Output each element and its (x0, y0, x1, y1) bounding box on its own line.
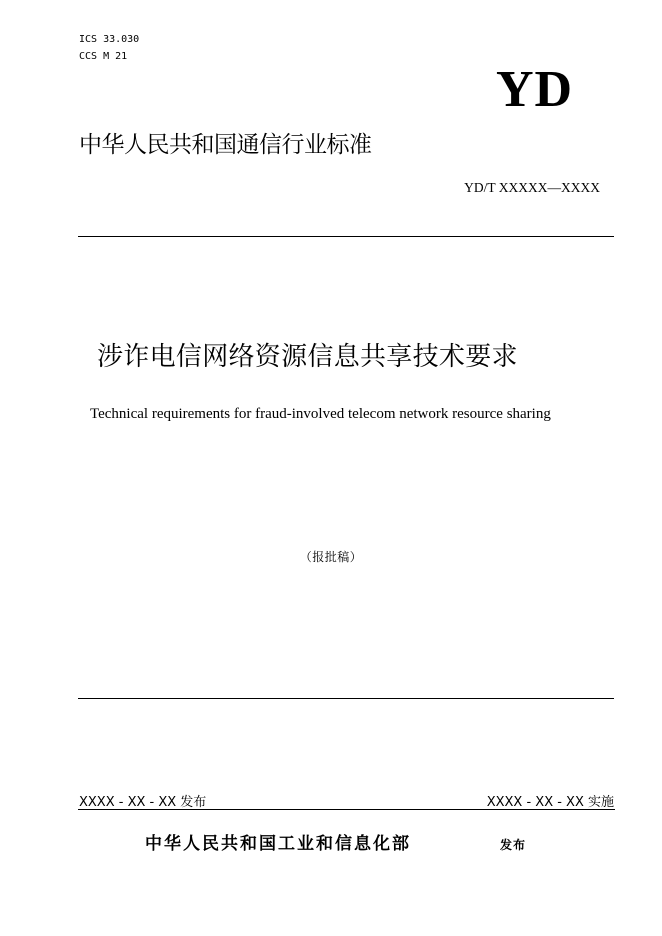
draft-status: （报批稿） (299, 550, 363, 564)
issuer-name: 中华人民共和国工业和信息化部 (145, 834, 411, 854)
document-title-chinese: 涉诈电信网络资源信息共享技术要求 (97, 342, 518, 372)
ics-code: ICS 33.030 (79, 34, 140, 45)
document-title-english: Technical requirements for fraud-involved telecom network resource sharing (90, 406, 551, 422)
industry-standard-title: 中华人民共和国通信行业标准 (79, 132, 372, 158)
ccs-code: CCS M 21 (79, 51, 128, 62)
yd-logo: YD (496, 61, 574, 118)
standard-number: YD/T XXXXX—XXXX (464, 180, 600, 195)
implementation-date: XXXX - XX - XX 实施 (486, 795, 614, 810)
top-divider (78, 236, 614, 237)
issuer-action: 发布 (500, 838, 527, 852)
bottom-divider (78, 698, 614, 699)
dates-underline (78, 809, 615, 810)
release-date: XXXX - XX - XX 发布 (79, 795, 207, 810)
